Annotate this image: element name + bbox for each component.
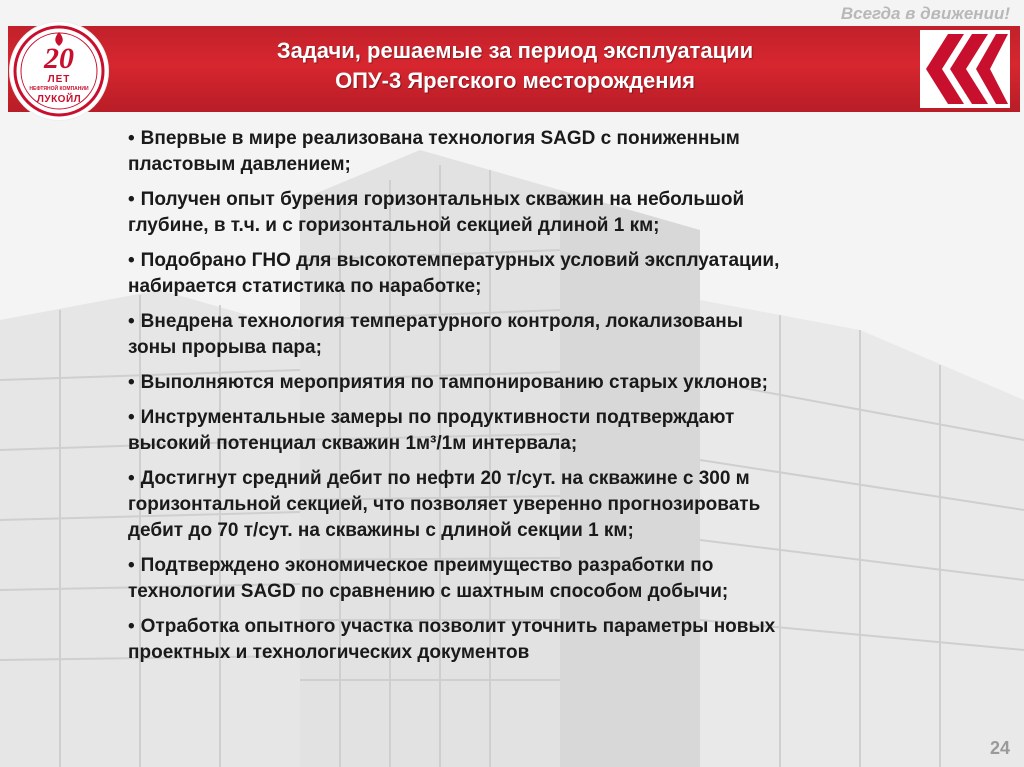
list-item-text: набирается статистика по наработке;	[128, 276, 482, 297]
list-item-line	[128, 579, 958, 605]
list-item-line	[128, 248, 958, 274]
title-line-2: ОПУ-3 Ярегского месторождения	[335, 68, 695, 93]
list-item	[128, 466, 958, 544]
bullet-icon: •	[128, 616, 135, 637]
list-item	[128, 370, 958, 396]
list-item-text: Достигнут средний дебит по нефти 20 т/сут. на скважине с 300 м	[140, 468, 750, 489]
list-item-line	[128, 274, 958, 300]
list-item-line	[128, 405, 958, 431]
logo-number: 20	[44, 42, 74, 75]
logo-brand: ЛУКОЙЛ	[36, 94, 82, 105]
list-item-text: Внедрена технология температурного контроля, локализованы	[140, 311, 744, 332]
list-item-text: Подтверждено экономическое преимущество разработки по	[140, 555, 714, 576]
list-item-text: высокий потенциал скважин 1м³/1м интервала;	[128, 433, 578, 454]
list-item-text: Получен опыт бурения горизонтальных скважин на небольшой	[140, 189, 745, 210]
list-item-text: зоны прорыва пара;	[128, 337, 322, 358]
list-item	[128, 614, 958, 666]
list-item	[128, 309, 958, 361]
list-item-line	[128, 518, 958, 544]
slide-title	[140, 36, 890, 96]
logo-years: ЛЕТ	[47, 74, 71, 85]
list-item-line	[128, 370, 958, 396]
logo-company: НЕФТЯНОЙ КОМПАНИИ	[29, 86, 89, 92]
title-line-1: Задачи, решаемые за период эксплуатации	[276, 38, 754, 63]
list-item	[128, 126, 958, 178]
list-item-line	[128, 213, 958, 239]
list-item	[128, 187, 958, 239]
list-item-text: проектных и технологических документов	[128, 642, 530, 663]
page-number: 24	[989, 738, 1010, 758]
bullet-icon: •	[128, 407, 135, 428]
list-item-text: Впервые в мире реализована технология SAGD с пониженным	[140, 128, 740, 149]
lukoil-20-years-logo	[10, 22, 108, 120]
list-item	[128, 553, 958, 605]
list-item-text: глубине, в т.ч. и с горизонтальной секцией длиной 1 км;	[128, 215, 660, 236]
list-item-line	[128, 492, 958, 518]
list-item-line	[128, 126, 958, 152]
list-item-line	[128, 640, 958, 666]
list-item-line	[128, 187, 958, 213]
bullet-icon: •	[128, 128, 135, 149]
bullet-icon: •	[128, 189, 135, 210]
list-item-text: Подобрано ГНО для высокотемпературных условий эксплуатации,	[140, 250, 780, 271]
list-item-line	[128, 335, 958, 361]
bullet-icon: •	[128, 250, 135, 271]
list-item-line	[128, 152, 958, 178]
bullet-icon: •	[128, 555, 135, 576]
list-item-line	[128, 553, 958, 579]
list-item-line	[128, 614, 958, 640]
list-item-text: Выполняются мероприятия по тампонированию старых уклонов;	[140, 372, 768, 393]
bullet-list	[128, 126, 958, 675]
tagline: Всегда в движении!	[840, 4, 1010, 23]
chevrons-icon	[920, 30, 1010, 108]
list-item-text: Инструментальные замеры по продуктивности подтверждают	[140, 407, 735, 428]
list-item-text: технологии SAGD по сравнению с шахтным способом добычи;	[128, 581, 729, 602]
list-item-text: дебит до 70 т/сут. на скважины с длиной секции 1 км;	[128, 520, 634, 541]
bullet-icon: •	[128, 468, 135, 489]
list-item-line	[128, 431, 958, 457]
list-item-text: Отработка опытного участка позволит уточнить параметры новых	[140, 616, 776, 637]
list-item-line	[128, 309, 958, 335]
list-item	[128, 405, 958, 457]
list-item-line	[128, 466, 958, 492]
bullet-icon: •	[128, 311, 135, 332]
list-item-text: пластовым давлением;	[128, 154, 351, 175]
list-item	[128, 248, 958, 300]
bullet-icon: •	[128, 372, 135, 393]
list-item-text: горизонтальной секцией, что позволяет уверенно прогнозировать	[128, 494, 761, 515]
